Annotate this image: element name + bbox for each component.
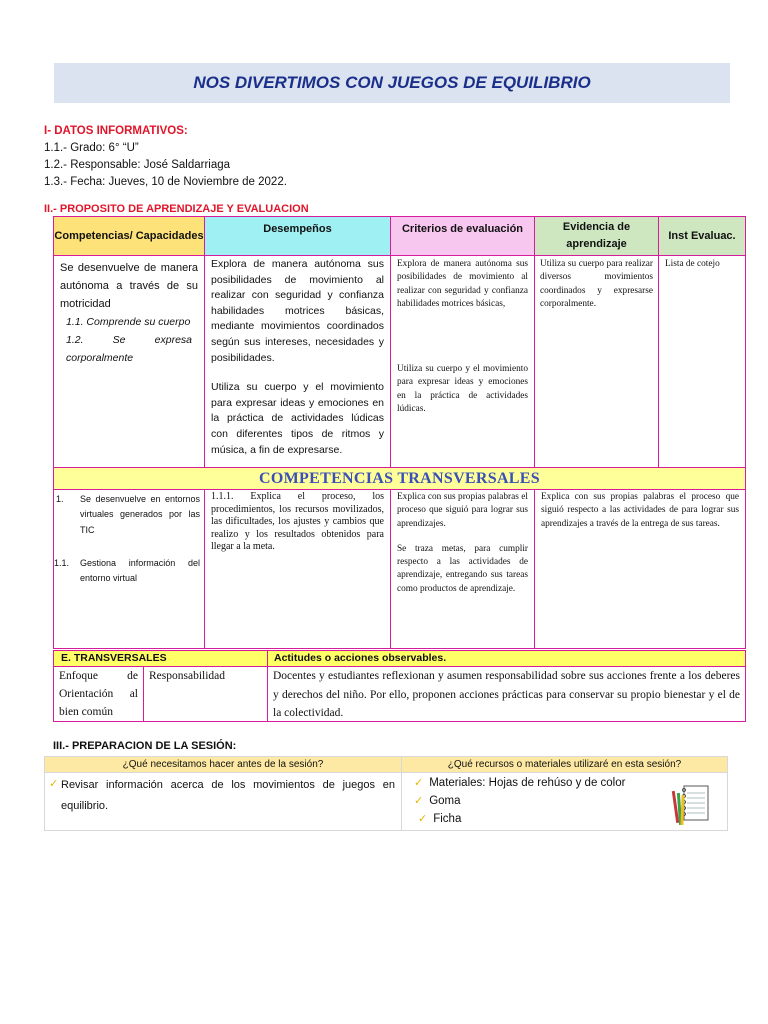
- row2-cap-number: 1.1.: [54, 558, 70, 568]
- row2-criterio-1: Explica con sus propias palabras el proceso que siguió para lograr sus aprendizajes.: [397, 492, 528, 529]
- prep-answer-1-cell: [44, 772, 402, 831]
- row1-criterio-1: Explora de manera autónoma sus posibilidades de movimiento al realizar con seguridad y confianza habilidades motrices básicas,: [397, 259, 528, 309]
- row2-capacidad: Gestiona información del entorno virtual: [80, 558, 200, 584]
- datos-heading: I- DATOS INFORMATIVOS:: [44, 125, 188, 137]
- responsable-line: 1.2.- Responsable: José Saldarriaga: [44, 159, 231, 171]
- row2-competencia-cell: [53, 489, 205, 649]
- row1-criterios-cell: [390, 255, 535, 468]
- enfoque-valor: Responsabilidad: [143, 666, 268, 722]
- row2-criterio-2: Se traza metas, para cumplir respecto a las actividades de aprendizaje, entregando sus tareas como productos de aprendizaje.: [397, 543, 528, 594]
- row2-comp-number: 1.: [56, 494, 64, 504]
- header-criterios: Criterios de evaluación: [390, 216, 535, 256]
- prep-question-1: ¿Qué necesitamos hacer antes de la sesión?: [44, 756, 402, 773]
- material-item-3: ✓ Ficha: [418, 813, 462, 825]
- row1-capacidad-2: 1.2. Se expresa corporalmente: [66, 334, 192, 364]
- row2-desempeno: 1.1.1. Explica el proceso, los procedimientos, los recursos movilizados, las dificultades, los ajustes y cambios que realizo y los resultados obtenidos para llegar a la meta.: [204, 489, 391, 649]
- proposito-heading: II.- PROPOSITO DE APRENDIZAJE Y EVALUACION: [44, 203, 309, 215]
- grado-line: 1.1.- Grado: 6° “U”: [44, 142, 139, 154]
- check-icon: ✓: [414, 777, 424, 789]
- row2-evidencia: Explica con sus propias palabras el proceso que siguió respecto a las actividades de para lograr sus aprendizajes a través de la entrega de sus tareas.: [534, 489, 746, 649]
- check-icon: ✓: [49, 778, 59, 790]
- notebook-pencils-icon: [670, 783, 716, 829]
- page-title: NOS DIVERTIMOS CON JUEGOS DE EQUILIBRIO: [193, 73, 591, 92]
- enfoque-actitud: Docentes y estudiantes reflexionan y asumen responsabilidad sobre sus acciones frente a los deberes y derechos del niño. Por ello, proponen acciones prácticas para conservar su propio bienestar y el de la colectividad.: [267, 666, 746, 722]
- row1-criterio-2: Utiliza su cuerpo y el movimiento para expresar ideas y emociones en la práctica de actividades lúdicas.: [397, 364, 528, 415]
- enfoque-name: Enfoque de Orientación al bien común: [53, 666, 144, 722]
- preparacion-heading: III.- PREPARACION DE LA SESIÓN:: [53, 740, 237, 752]
- material-item-1: ✓ Materiales: Hojas de rehúso y de color: [414, 777, 626, 789]
- check-icon: ✓: [414, 795, 424, 807]
- row2-criterios-cell: [390, 489, 535, 649]
- prep-answer-1: Revisar información acerca de los movimientos de juegos en equilibrio.: [61, 779, 395, 812]
- enfoques-header-left: E. TRANSVERSALES: [53, 650, 268, 667]
- fecha-line: 1.3.- Fecha: Jueves, 10 de Noviembre de 2022.: [44, 176, 287, 188]
- row1-competencia: Se desenvuelve de manera autónoma a través de su motricidad: [60, 262, 198, 310]
- row1-desempeno-1: Explora de manera autónoma sus posibilidades de movimiento al realizar con seguridad y confianza habilidades motrices básicas, mediante movimientos coordinados según sus intereses, necesidades y posibilidades.: [211, 258, 384, 364]
- header-evidencia: Evidencia de aprendizaje: [534, 216, 659, 256]
- row1-evidencia: Utiliza su cuerpo para realizar diversos movimientos coordinados y expresarse corporalmente.: [534, 255, 659, 468]
- row2-competencia: Se desenvuelve en entornos virtuales generados por las TIC: [80, 494, 200, 535]
- row1-capacidad-1: 1.1. Comprende su cuerpo: [66, 316, 191, 328]
- enfoques-header-right: Actitudes o acciones observables.: [267, 650, 746, 667]
- prep-answer-2-cell: [401, 772, 728, 831]
- prep-question-2: ¿Qué recursos o materiales utilizaré en esta sesión?: [401, 756, 728, 773]
- title-banner: [54, 63, 730, 103]
- header-inst: Inst Evaluac.: [658, 216, 746, 256]
- check-icon: ✓: [418, 813, 428, 825]
- row1-desempenos-cell: [204, 255, 391, 468]
- row1-instrumento: Lista de cotejo: [658, 255, 746, 468]
- material-item-2: ✓ Goma: [414, 795, 461, 807]
- header-desempenos: Desempeños: [204, 216, 391, 256]
- row1-competencia-cell: [53, 255, 205, 468]
- row1-desempeno-2: Utiliza su cuerpo y el movimiento para expresar ideas y emociones en la práctica de actividades lúdicas con diferentes tipos de ritmos y música, a fin de expresarse.: [211, 381, 384, 456]
- competencias-transversales-banner: COMPETENCIAS TRANSVERSALES: [53, 467, 746, 490]
- header-competencias: Competencias/ Capacidades: [53, 216, 205, 256]
